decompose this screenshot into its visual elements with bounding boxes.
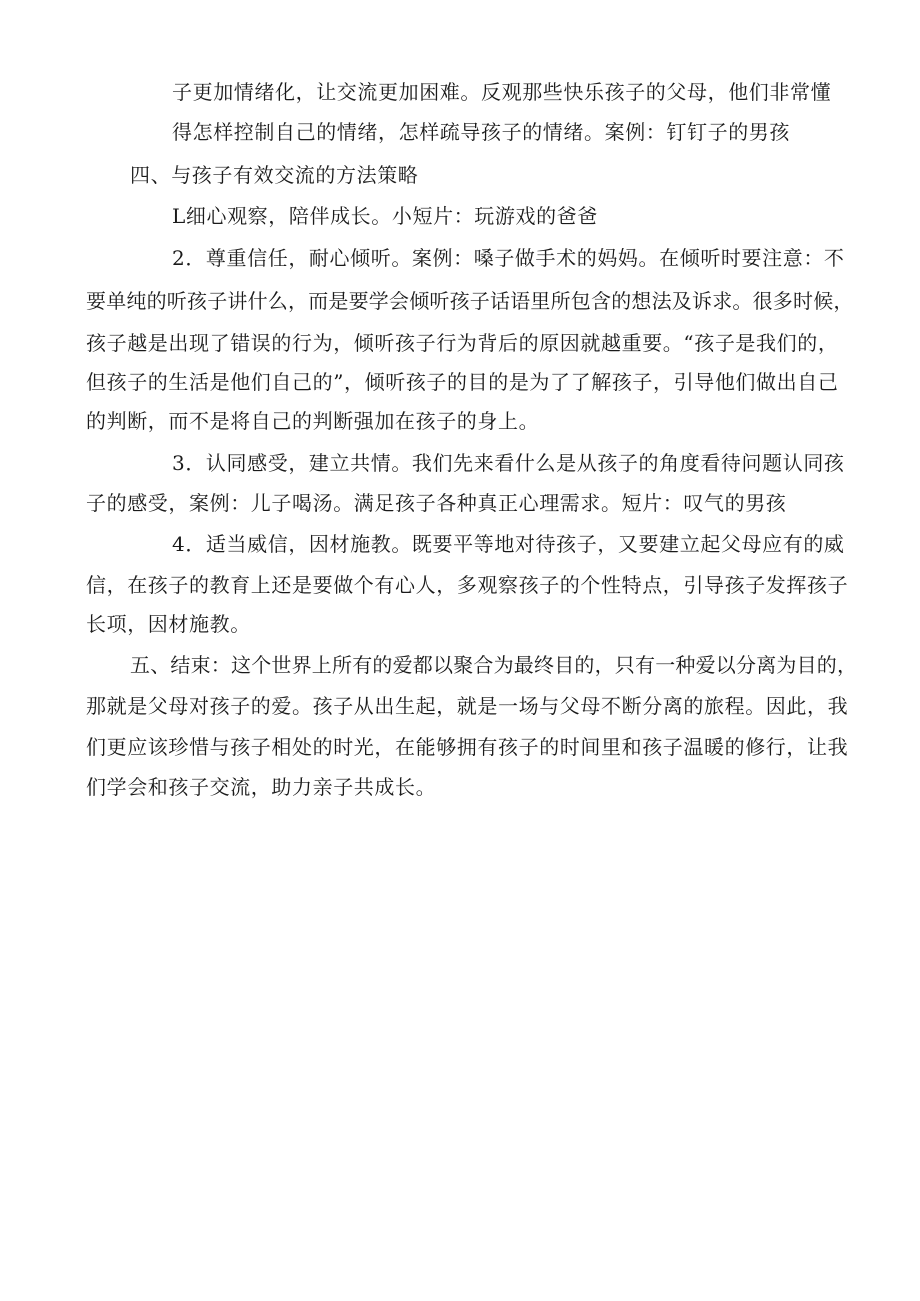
paragraph-line: 们学会和孩子交流，助力亲子共成长。 — [86, 775, 437, 799]
paragraph-line: 但孩子的生活是他们自己的”，倾听孩子的目的是为了了解孩子，引导他们做出自己 — [86, 370, 839, 394]
paragraph-line: 3．认同感受，建立共情。我们先来看什么是从孩子的角度看待问题认同孩 — [172, 451, 845, 475]
paragraph-line: 信，在孩子的教育上还是要做个有心人，多观察孩子的个性特点，引导孩子发挥孩子 — [86, 573, 849, 597]
paragraph-line: 的判断，而不是将自己的判断强加在孩子的身上。 — [86, 409, 540, 433]
paragraph-line: 子更加情绪化，让交流更加困难。反观那些快乐孩子的父母，他们非常懂 — [172, 80, 832, 104]
paragraph-line: 孩子越是出现了错误的行为，倾听孩子行为背后的原因就越重要。“孩子是我们的， — [86, 331, 839, 355]
section-heading: 五、结束：这个世界上所有的爱都以聚合为最终目的，只有一种爱以分离为目的， — [130, 653, 858, 677]
section-heading: 四、与孩子有效交流的方法策略 — [130, 163, 419, 187]
paragraph-line: 得怎样控制自己的情绪，怎样疏导孩子的情绪。案例：钉钉子的男孩 — [172, 120, 790, 144]
paragraph-line: 要单纯的听孩子讲什么，而是要学会倾听孩子话语里所包含的想法及诉求。很多时候， — [86, 289, 854, 313]
paragraph-line: 4．适当威信，因材施教。既要平等地对待孩子，又要建立起父母应有的威 — [172, 532, 845, 556]
paragraph-line: L细心观察，陪伴成长。小短片：玩游戏的爸爸 — [172, 204, 598, 228]
paragraph-line: 们更应该珍惜与孩子相处的时光，在能够拥有孩子的时间里和孩子温暖的修行，让我 — [86, 735, 849, 759]
paragraph-line: 那就是父母对孩子的爱。孩子从出生起，就是一场与父母不断分离的旅程。因此，我 — [86, 694, 849, 718]
paragraph-line: 长项，因材施教。 — [86, 612, 251, 636]
paragraph-line: 2．尊重信任，耐心倾听。案例：嗓子做手术的妈妈。在倾听时要注意：不 — [172, 246, 845, 270]
paragraph-line: 子的感受，案例：儿子喝汤。满足孩子各种真正心理需求。短片：叹气的男孩 — [86, 491, 787, 515]
